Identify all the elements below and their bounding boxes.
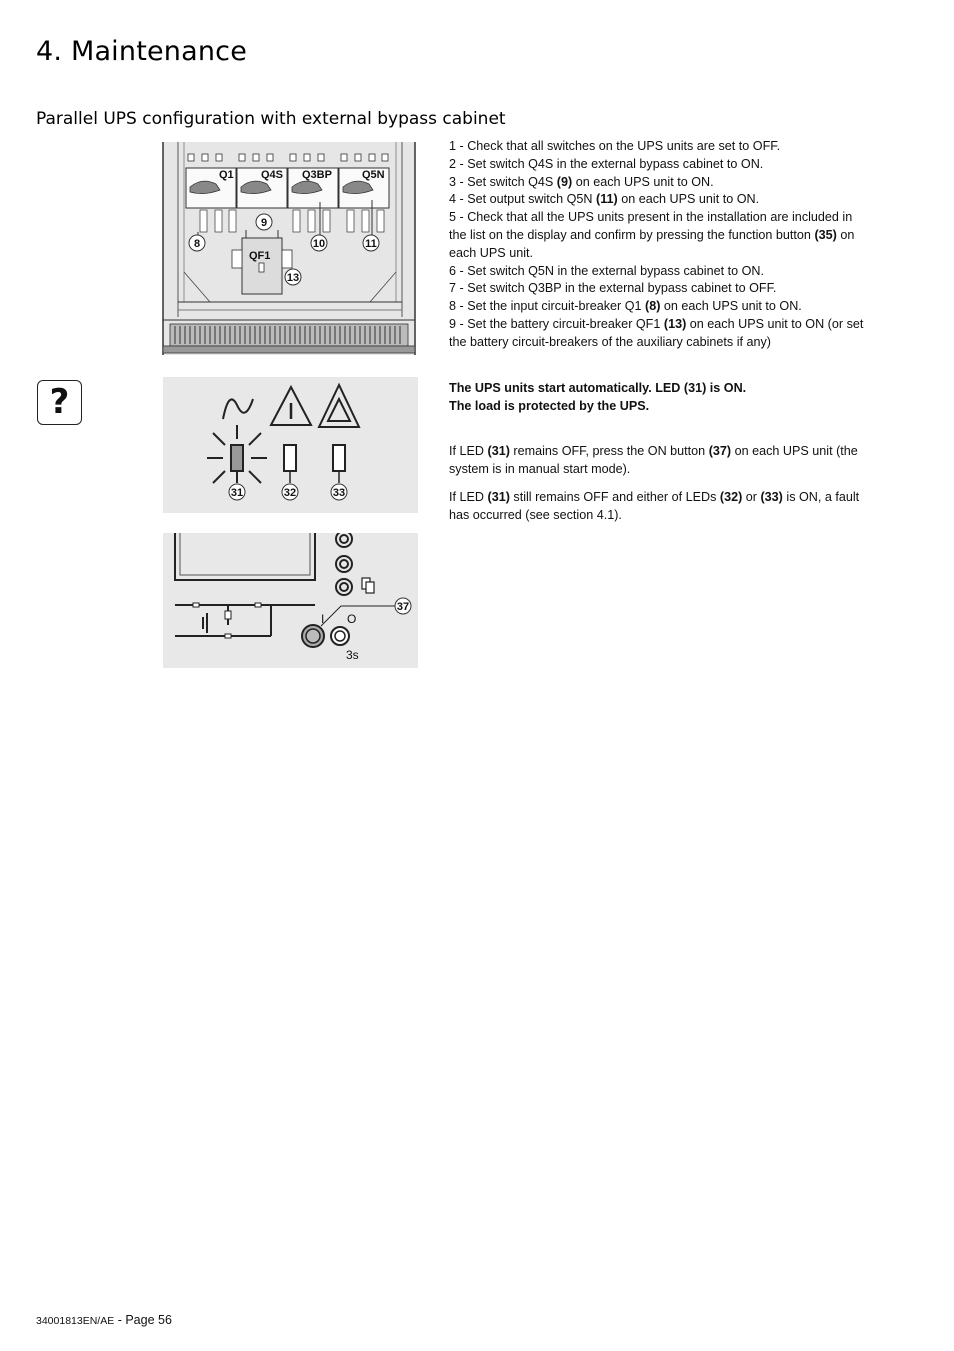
callout-13: 13 [286, 272, 300, 284]
switch-label-q3bp: Q3BP [302, 169, 332, 181]
step-item: 7 - Set switch Q3BP in the external bypass cabinet to OFF. [449, 281, 777, 296]
step-item: 9 - Set the battery circuit-breaker QF1 (13) on each UPS unit to ON (or set the battery circuit-breakers of the auxiliary cabinets if any) [449, 316, 864, 349]
page-footer [36, 1313, 172, 1327]
led-33-icon [333, 445, 345, 471]
step-item: 3 - Set switch Q4S (9) on each UPS unit to ON. [449, 174, 714, 189]
callout-10: 10 [312, 238, 326, 250]
step-item: 5 - Check that all the UPS units present in the installation are included in the list on the display and confirm by pressing the function button (35) on each UPS unit. [449, 210, 855, 260]
step-item: 8 - Set the input circuit-breaker Q1 (8) on each UPS unit to ON. [449, 299, 802, 314]
fault-note: If LED (31) still remains OFF and either of LEDs (32) or (33) is ON, a fault has occurred (see section 4.1). [449, 490, 860, 522]
step-item: 4 - Set output switch Q5N (11) on each UPS unit to ON. [449, 192, 760, 207]
callout-11: 11 [365, 238, 377, 250]
step-item: 2 - Set switch Q4S in the external bypass cabinet to ON. [449, 156, 764, 171]
callout-32: 32 [283, 487, 297, 499]
procedure-steps [449, 138, 864, 352]
step-item: 6 - Set switch Q5N in the external bypass cabinet to ON. [449, 263, 764, 278]
callout-33: 33 [332, 487, 346, 499]
document-code: 34001813EN/AE [36, 1315, 115, 1327]
led-panel-diagram [163, 377, 418, 513]
control-panel-diagram [163, 533, 418, 668]
switch-label-q1: Q1 [219, 169, 234, 181]
hold-duration-label: 3s [346, 648, 359, 662]
on-button[interactable] [302, 625, 324, 647]
callout-31: 31 [230, 487, 244, 499]
section-title: Parallel UPS configuration with external bypass cabinet [36, 109, 506, 129]
question-mark-icon: ? [37, 380, 82, 425]
led-32-icon [284, 445, 296, 471]
page-number: - Page 56 [114, 1313, 172, 1327]
callout-8: 8 [193, 238, 201, 250]
switch-label-q5n: Q5N [362, 169, 385, 181]
status-note: The UPS units start automatically. LED (31) is ON. The load is protected by the UPS. [449, 381, 747, 413]
manual-start-note: If LED (31) remains OFF, press the ON button (37) on each UPS unit (the system is in manual start mode). [449, 444, 858, 476]
breaker-label-qf1: QF1 [249, 250, 271, 262]
off-label: O [347, 612, 357, 626]
off-button[interactable] [331, 627, 349, 645]
step-item: 1 - Check that all switches on the UPS units are set to OFF. [449, 139, 781, 153]
page-title: 4. Maintenance [36, 36, 248, 67]
ups-cabinet-diagram [160, 142, 420, 357]
switch-label-q4s: Q4S [261, 169, 284, 181]
callout-9: 9 [260, 217, 268, 229]
on-label: I [321, 612, 325, 626]
callout-37: 37 [396, 601, 410, 613]
